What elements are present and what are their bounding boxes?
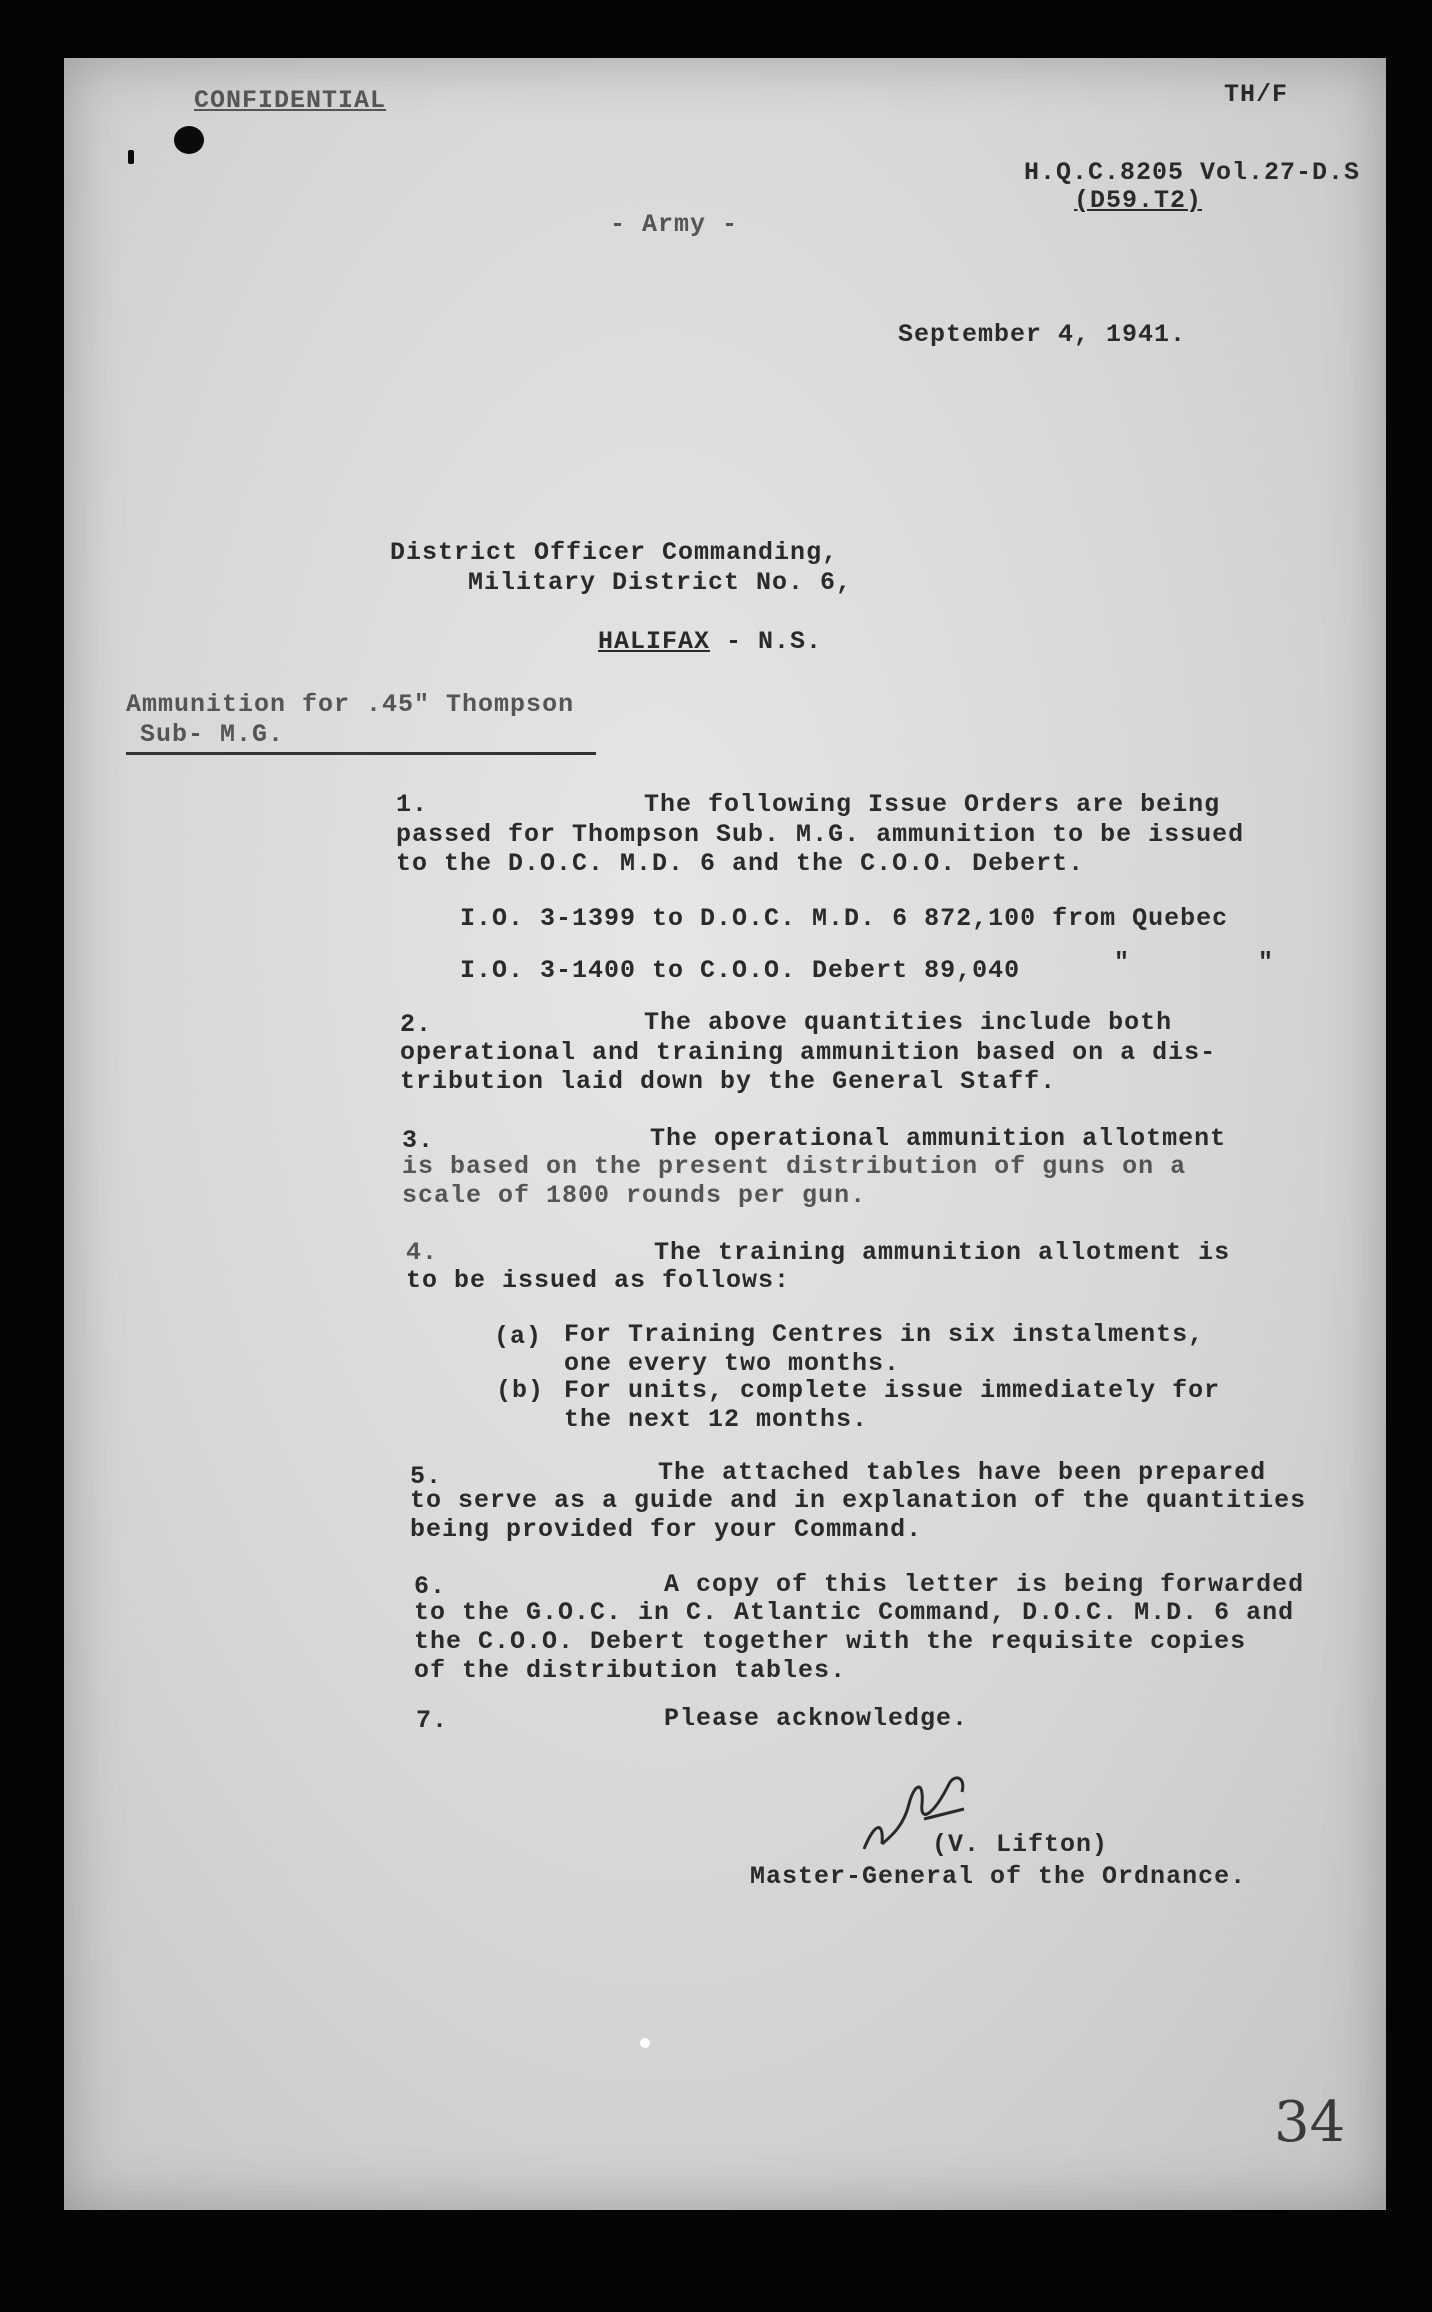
- para-3-text: The operational ammunition allotment: [650, 1124, 1227, 1153]
- para-7-number: 7.: [416, 1706, 449, 1735]
- addressee-place: HALIFAX: [598, 627, 711, 656]
- issue-order-2: I.O. 3-1400 to C.O.O. Debert 89,040: [460, 956, 1021, 985]
- para-7-text: Please acknowledge.: [664, 1704, 969, 1733]
- para-5-number: 5.: [410, 1462, 443, 1491]
- signatory-name: (V. Lifton): [932, 1830, 1109, 1859]
- issue-order-2-ditto: " ": [1114, 948, 1275, 977]
- addressee-line-2: Military District No. 6,: [468, 568, 853, 597]
- para-2-text: The above quantities include both: [644, 1008, 1173, 1037]
- para-4b-label: (b): [496, 1376, 545, 1405]
- para-4a-text: For Training Centres in six instalments, one every two months.: [564, 1320, 1205, 1378]
- para-1-continuation: passed for Thompson Sub. M.G. ammunition to be issued to the D.O.C. M.D. 6 and the C.O.O. Debert.: [396, 820, 1245, 878]
- para-4-continuation: to be issued as follows:: [406, 1266, 791, 1295]
- para-2-continuation: operational and training ammunition based on a dis- tribution laid down by the General Staff.: [400, 1038, 1217, 1096]
- para-5-text: The attached tables have been prepared: [658, 1458, 1267, 1487]
- initials: TH/F: [1224, 80, 1289, 109]
- file-reference: H.Q.C.8205 Vol.27-D.S: [1024, 158, 1361, 187]
- addressee-line-1: District Officer Commanding,: [390, 538, 839, 567]
- para-4a-label: (a): [494, 1322, 543, 1351]
- speck: [640, 2038, 650, 2048]
- document-page: [64, 58, 1386, 2210]
- para-3-number: 3.: [402, 1126, 435, 1155]
- para-1-number: 1.: [396, 790, 429, 819]
- addressee-line-3: [534, 598, 822, 685]
- subject-line-1: Ammunition for .45" Thompson: [126, 690, 575, 719]
- punch-mark: [128, 150, 134, 164]
- subject-line-2: Sub- M.G.: [140, 720, 285, 749]
- letter-date: September 4, 1941.: [898, 320, 1187, 349]
- addressee-province: - N.S.: [710, 627, 823, 656]
- classification-marking: CONFIDENTIAL: [194, 86, 387, 115]
- para-4b-text: For units, complete issue immediately for the next 12 months.: [564, 1376, 1221, 1434]
- para-6-continuation: to the G.O.C. in C. Atlantic Command, D.O.C. M.D. 6 and the C.O.O. Debert together with the requisite copies of the distribution tables.: [414, 1598, 1295, 1685]
- service-line: - Army -: [610, 210, 739, 239]
- signatory-title: Master-General of the Ordnance.: [750, 1862, 1247, 1891]
- para-2-number: 2.: [400, 1010, 433, 1039]
- subject-underline: [126, 752, 596, 755]
- page-number: 34: [1274, 2090, 1346, 2155]
- para-1-text: The following Issue Orders are being: [644, 790, 1221, 819]
- para-4-text: The training ammunition allotment is: [654, 1238, 1231, 1267]
- para-5-continuation: to serve as a guide and in explanation of the quantities being provided for your Command.: [410, 1486, 1307, 1544]
- para-6-number: 6.: [414, 1572, 447, 1601]
- file-reference-sub: (D59.T2): [1074, 186, 1203, 215]
- para-4-number: 4.: [406, 1238, 439, 1267]
- para-6-text: A copy of this letter is being forwarded: [664, 1570, 1305, 1599]
- issue-order-1: I.O. 3-1399 to D.O.C. M.D. 6 872,100 from Quebec: [460, 904, 1229, 933]
- punch-hole: [174, 126, 204, 154]
- para-3-continuation: is based on the present distribution of guns on a scale of 1800 rounds per gun.: [402, 1152, 1187, 1210]
